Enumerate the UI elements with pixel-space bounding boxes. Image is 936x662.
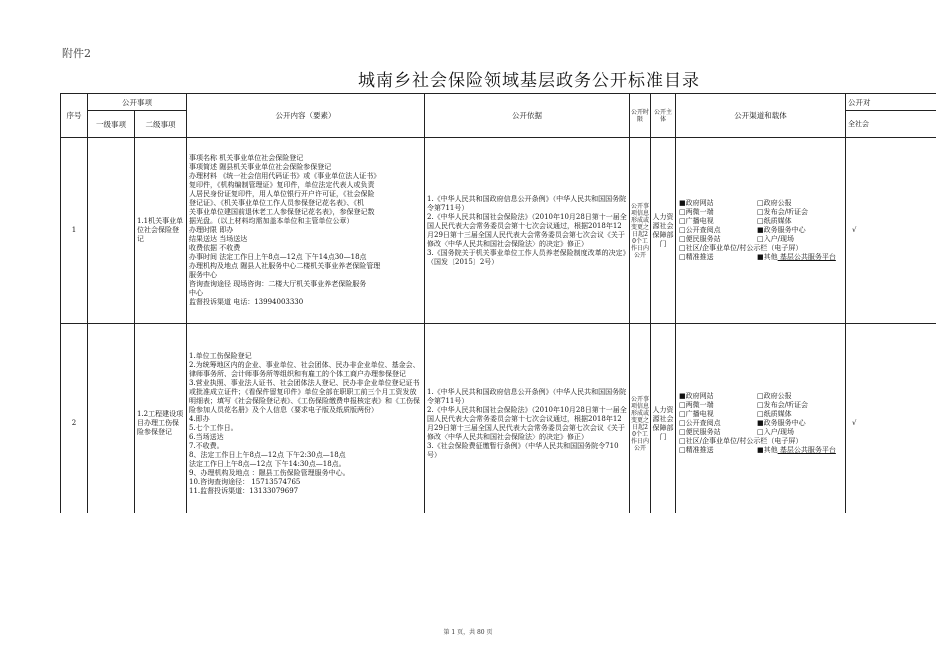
table-row <box>61 138 936 324</box>
channel-option: □广播电视 <box>679 217 714 225</box>
header-target-sub: 全社会 <box>846 111 936 138</box>
page-title: 城南乡社会保险领域基层政务公开标准目录 <box>358 71 700 91</box>
header-content: 公开内容（要素） <box>187 94 425 138</box>
row-level1 <box>88 324 135 514</box>
channel-option: ■其他 <box>757 446 778 454</box>
row-target-mark: √ <box>846 324 936 514</box>
channel-option: □精准推送 <box>679 253 714 261</box>
channel-option: □发布会/听证会 <box>757 401 808 409</box>
channel-option: □发布会/听证会 <box>757 208 808 216</box>
header-time: 公开时限 <box>630 94 651 138</box>
channel-option: □政府公报 <box>757 392 792 400</box>
channel-option: □便民服务站 <box>679 235 721 243</box>
channel-option: □公开查阅点 <box>679 226 721 234</box>
row-seq: 1 <box>61 138 88 324</box>
channel-option: □精准推送 <box>679 446 714 454</box>
channel-option: ■其他 <box>757 253 778 261</box>
channel-option: □广播电视 <box>679 410 714 418</box>
row-channels <box>676 138 846 324</box>
header-channels: 公开渠道和载体 <box>676 94 846 138</box>
channel-other-text: 基层公共服务平台 <box>777 253 836 261</box>
header-level2: 二级事项 <box>135 111 187 138</box>
channel-option: □政府公报 <box>757 199 792 207</box>
channel-option: □纸质媒体 <box>757 217 792 225</box>
catalog-table <box>60 93 936 513</box>
page-footer: 第 1 页，共 80 页 <box>443 629 493 636</box>
channel-option: □两微一端 <box>679 208 714 216</box>
channel-option: □社区/企事业单位/村公示栏（电子屏） <box>679 244 803 252</box>
row-time: 公开事项信息形成或变更之日起20个工作日内公开 <box>630 324 651 514</box>
header-matter: 公开事项 <box>88 94 187 111</box>
channel-option: □两微一端 <box>679 401 714 409</box>
table-row <box>61 324 936 514</box>
row-channels <box>676 324 846 514</box>
catalog-table-wrapper <box>60 93 936 513</box>
row-level2: 1.2工程建设项目办理工伤保险参保登记 <box>135 324 187 514</box>
channel-option: □公开查阅点 <box>679 419 721 427</box>
row-seq: 2 <box>61 324 88 514</box>
header-target: 公开对 <box>846 94 936 111</box>
channel-option: □便民服务站 <box>679 428 721 436</box>
row-basis: 1.《中华人民共和国政府信息公开条例》（中华人民共和国国务院令第711号） 2.《中华人民共和国社会保险法》（2010年10月28日第十一届全国人民代表大会常务委员会第十七次会议通过，根据2018年12月29日第十三届全国人民代表大会常务委员会第七次会议《关于修改〈中华人民共和国社会保险法〉的决定》修正） 3.《国务院关于机关事业单位工作人员养老保险制度改革的决定》（国发〔2015〕2号） <box>425 138 630 324</box>
channel-option: ■政务服务中心 <box>757 226 806 234</box>
header-seq: 序号 <box>61 94 88 138</box>
channel-option: □社区/企事业单位/村公示栏（电子屏） <box>679 437 803 445</box>
header-basis: 公开依据 <box>425 94 630 138</box>
row-time: 公开事项信息形成或变更之日起20个工作日内公开 <box>630 138 651 324</box>
row-subject: 人力资源社会保障部门 <box>651 324 676 514</box>
channel-option: ■政府网站 <box>679 199 714 207</box>
channel-other-text: 基层公共服务平台 <box>777 446 836 454</box>
row-content: 1.单位工伤保险登记 2.为统筹地区内的企业、事业单位、社会团体、民办非企业单位、基金会、律师事务所、会计师事务所等组织和有雇工的个体工商户办理参保登记 3.营业执照、事业法人证书、社会团体法人登记、民办非企业单位登记证书或批准成立证件；《看保件留复印件》单位全部在职职工前三个月工资发放明细表；填写《社会保险登记表》、《工伤保险缴费申报核定表》和《工伤保险参加人员花名册》及个人信息（要求电子版及纸质版两份） 4.即办 5.七个工作日。 6.当场送达 7.不收费。 8、法定工作日上午8点—12点 下午2:30点—18点 法定工作日上午8点—12点 下午14:30点—18点。 9、办理机构及地点 ：隰县工伤保险管理服务中心。 10.咨询查询途径： 15713574765 11.监督投诉渠道：13133079697 <box>187 324 425 514</box>
header-subject: 公开主体 <box>651 94 676 138</box>
annex-label: 附件2 <box>62 47 91 60</box>
row-subject: 人力资源社会保障部门 <box>651 138 676 324</box>
row-basis: 1.《中华人民共和国政府信息公开条例》（中华人民共和国国务院令第711号） 2.《中华人民共和国社会保险法》（2010年10月28日第十一届全国人民代表大会常务委员会第十七次会议通过，根据2018年12月29日第十三届全国人民代表大会常务委员会第七次会议《关于修改〈中华人民共和国社会保险法〉的决定》修正） 3.《社会保险费征缴暂行条例》（中华人民共和国国务院令710号） <box>425 324 630 514</box>
channel-option: □入户/现场 <box>757 428 794 436</box>
row-content: 事项名称 机关事业单位社会保险登记 事项简述 隰县机关事业单位社会保险参保登记 办理材料 《统一社会信用代码证书》或《事业单位法人证书》 复印件，《机构编制管理证》复印件，单位法定代表人或负责 人居民身份证复印件，用人单位银行开户许可证，《社会保险 登记证》、《机关事业单位工作人员参保登记花名表》、《机 关事业单位建国前退休老工人参保登记花名表》，参保登记数 据光盘。（以上材料均需加盖本单位和主管单位公章） 办理时限 即办 结果送达 当场送达 收费依据 不收费 办事时间 法定工作日上午8点—12点 下午14点30—18点 办理机构及地点 隰县人社服务中心二楼机关事业养老保险管理 服务中心 咨询查询途径 现场咨询：二楼大厅机关事业养老保险服务 中心 监督投诉渠道 电话：13994003330 <box>187 138 425 324</box>
channel-option: □入户/现场 <box>757 235 794 243</box>
row-target-mark: √ <box>846 138 936 324</box>
header-level1: 一级事项 <box>88 111 135 138</box>
channel-option: ■政府网站 <box>679 392 714 400</box>
row-level2: 1.1机关事业单位社会保险登记 <box>135 138 187 324</box>
row-level1 <box>88 138 135 324</box>
channel-option: ■政务服务中心 <box>757 419 806 427</box>
channel-option: □纸质媒体 <box>757 410 792 418</box>
